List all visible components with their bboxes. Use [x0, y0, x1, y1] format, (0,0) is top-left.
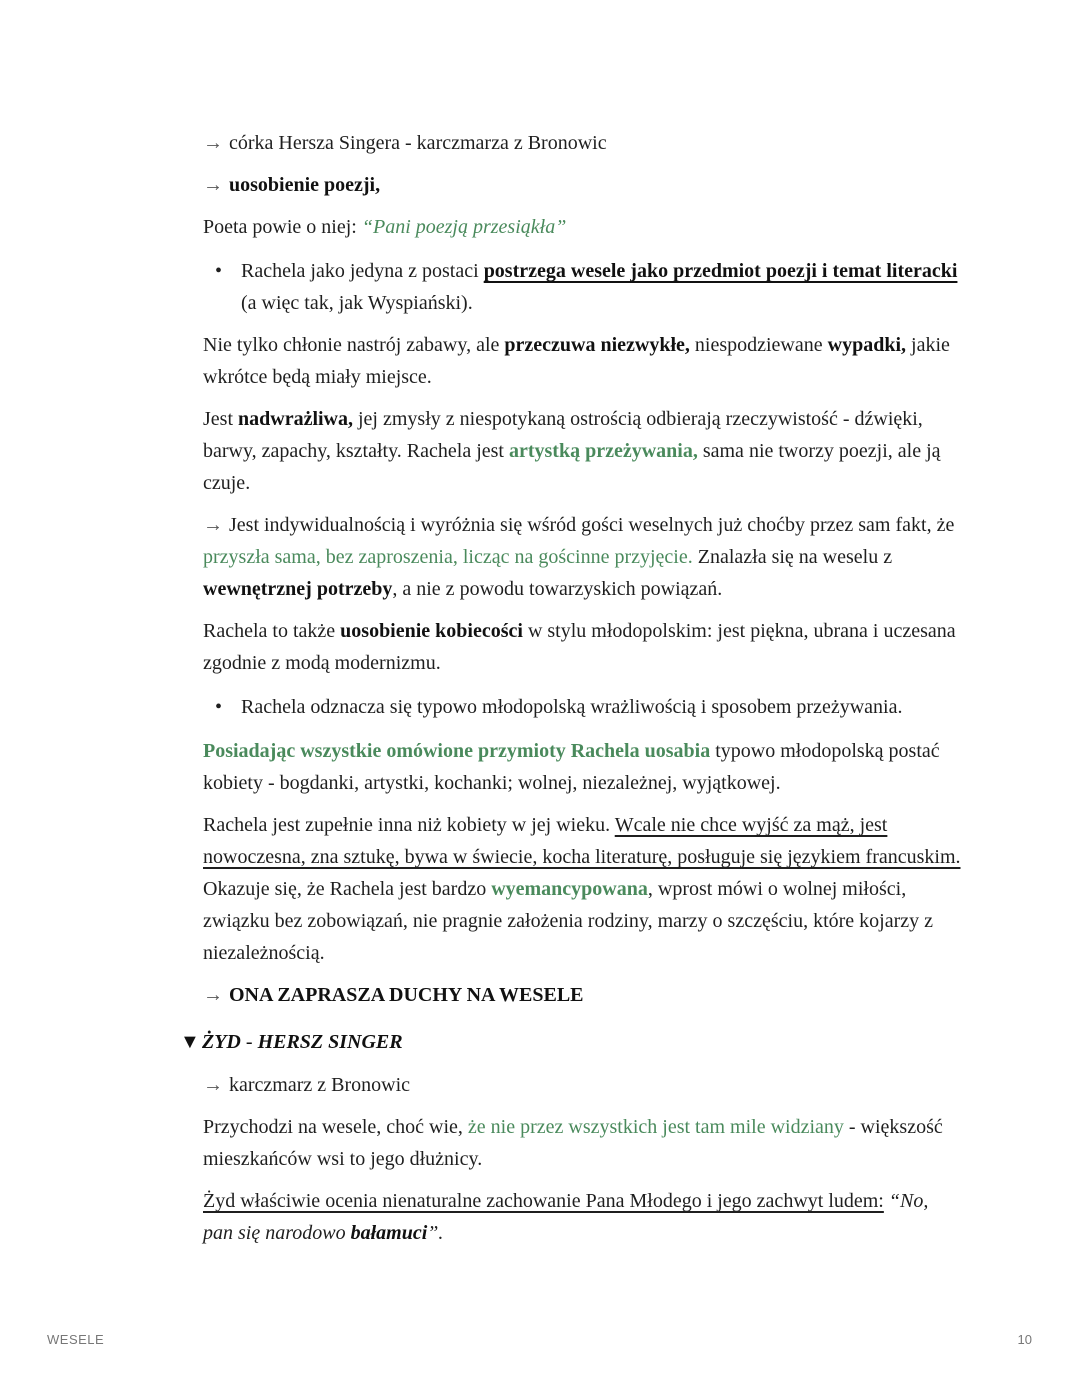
line-innkeeper: → karczmarz z Bronowic [203, 1069, 963, 1101]
footer-title: WESELE [47, 1332, 105, 1347]
paragraph: Nie tylko chłonie nastrój zabawy, ale przeczuwa niezwykłe, niespodziewane wypadki, jakie wkrótce będą miały miejsce. [203, 334, 950, 388]
arrow-icon: → [203, 174, 223, 196]
paragraph: Rachela to także uosobienie kobiecości w stylu młodopolskim: jest piękna, ubrana i uczesana zgodnie z modą modernizmu. [203, 620, 956, 674]
paragraph: Posiadając wszystkie omówione przymioty Rachela uosabia typowo młodopolską postać kobiety - bogdanki, artystki, kochanki; wolnej, niezależnej, wyjątkowej. [203, 740, 940, 794]
page-body-rachela [203, 127, 963, 1021]
page-body-zyd [203, 1069, 963, 1259]
quote-text: “Pani poezją przesiąkła” [361, 216, 567, 238]
line-quote: Poeta powie o niej: “Pani poezją przesiąkła” [203, 216, 567, 238]
bullet-item: • Rachela jako jedyna z postaci postrzega wesele jako przedmiot poezji i temat literacki (a więc tak, jak Wyspiański). [203, 255, 963, 319]
page-number: 10 [1017, 1332, 1032, 1347]
arrow-icon: → [203, 132, 223, 154]
collapse-triangle-icon[interactable]: ▼ [180, 1031, 200, 1053]
arrow-icon: → [203, 514, 223, 536]
paragraph: Przychodzi na wesele, choć wie, że nie przez wszystkich jest tam mile widziany - większość mieszkańców wsi to jego dłużnicy. [203, 1116, 943, 1170]
line-daughter: → córka Hersza Singera - karczmarza z Bronowic [203, 127, 963, 159]
line-ghosts: → ONA ZAPRASZA DUCHY NA WESELE [203, 979, 963, 1011]
line-personification: → uosobienie poezji, [203, 169, 963, 201]
section-heading-zyd[interactable]: ▼ ŻYD - HERSZ SINGER [180, 1026, 403, 1058]
paragraph: Rachela jest zupełnie inna niż kobiety w jej wieku. Wcale nie chce wyjść za mąż, jest nowoczesna, zna sztukę, bywa w świecie, kocha literaturę, posługuje się językiem francuskim. Okazuje się, że Rachela jest bardzo wyemancypowana, wprost mówi o wolnej miłości, związku bez zobowiązań, nie pragnie założenia rodziny, marzy o szczęściu, które kojarzy z niezależnością. [203, 814, 961, 964]
paragraph: Żyd właściwie ocenia nienaturalne zachowanie Pana Młodego i jego zachwyt ludem: “No, pan się narodowo bałamuci”. [203, 1190, 929, 1244]
bullet-item: • Rachela odznacza się typowo młodopolską wrażliwością i sposobem przeżywania. [203, 691, 963, 723]
paragraph: Jest nadwrażliwa, jej zmysły z niespotykaną ostrością odbierają rzeczywistość - dźwięki, barwy, zapachy, kształty. Rachela jest artystką przeżywania, sama nie tworzy poezji, ale ją czuje. [203, 408, 941, 494]
paragraph: → Jest indywidualnością i wyróżnia się wśród gości weselnych już choćby przez sam fakt, że przyszła sama, bez zaproszenia, licząc na gościnne przyjęcie. Znalazła się na weselu z wewnętrznej potrzeby, a nie z powodu towarzyskich powiązań. [203, 509, 963, 605]
arrow-icon: → [203, 1074, 223, 1096]
bullet-icon: • [215, 696, 223, 718]
bullet-icon: • [215, 260, 223, 282]
arrow-icon: → [203, 984, 223, 1006]
